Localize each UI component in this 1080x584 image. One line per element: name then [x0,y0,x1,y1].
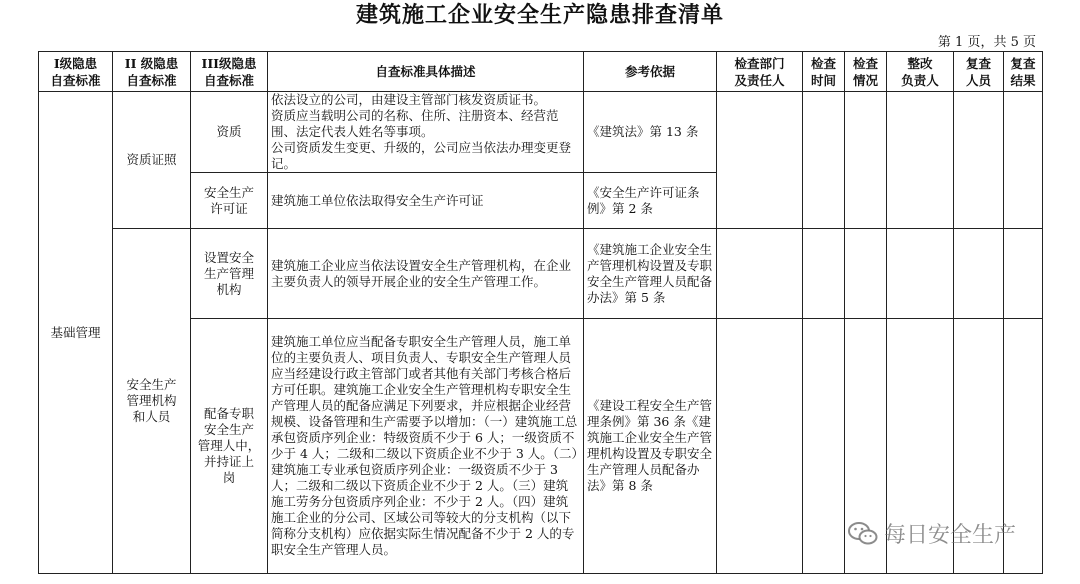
table-row [39,229,1043,319]
page-info: 第 1 页，共 5 页 [937,35,1036,50]
result-cell[interactable] [1004,229,1043,319]
watermark [848,518,1016,549]
time-cell[interactable] [803,319,845,574]
level3-cell: 设置安全 生产管理 机构 [191,229,268,319]
status-cell[interactable] [845,229,887,319]
reviewer-cell[interactable] [954,229,1004,319]
rectifier-cell[interactable] [887,229,954,319]
header-basis: 参考依据 [584,52,717,92]
header-level1: Ⅰ级隐患 自查标准 [39,52,113,92]
document-title: 建筑施工企业安全生产隐患排查清单 [355,2,724,28]
header-status: 检查 情况 [845,52,887,92]
level3-cell: 安全生产 许可证 [191,173,268,229]
basis-cell: 《建筑法》第 13 条 [584,92,717,173]
time-cell[interactable] [803,92,845,229]
description-cell: 建筑施工单位依法取得安全生产许可证 [268,173,584,229]
header-result: 复查 结果 [1004,52,1043,92]
header-level3: III级隐患 自查标准 [191,52,268,92]
header-time: 检查 时间 [803,52,845,92]
basis-cell: 《建设工程安全生产管理条例》第 36 条《建筑施工企业安全生产管理机构设置及专职安全生产管理人员配备办法》第 8 条 [584,319,717,574]
table-row [39,92,1043,173]
dept-cell[interactable] [717,229,803,319]
rectifier-cell[interactable] [887,92,954,229]
result-cell[interactable] [1004,92,1043,229]
header-description: 自查标准具体描述 [268,52,584,92]
watermark-text: 每日安全生产 [884,523,1017,548]
level2-cell: 资质证照 [113,92,191,229]
basis-cell: 《安全生产许可证条例》第 2 条 [584,173,717,229]
header-level2: II 级隐患 自查标准 [113,52,191,92]
level3-cell: 资质 [191,92,268,173]
wechat-icon [848,521,878,547]
time-cell[interactable] [803,229,845,319]
description-cell: 建筑施工单位应当配备专职安全生产管理人员，施工单位的主要负责人、项目负责人、专职安全生产管理人员应当经建设行政主管部门或者其他有关部门考核合格后方可任职。建筑施工企业安全生产管理机构专职安全生 产管理人员的配备应满足下列要求，并应根据企业经营规模、设备管理和生产需要予以增加：（一）建筑施工总承包资质序列企业：特级资质不少于 6 人；一级资质不少于 4 人；二级和二级以下资质企业不少于 3 人。（二）建筑施工专业承包资质序列企业：一级资质不少于 3 人；二级和二级以下资质企业不少于 2 人。（三）建筑施工劳务分包资质序列企业：不少于 2 人。（四）建筑施工企业的分公司、区域公司等较大的分支机构（以下简称分支机构）应依据实际生情况配备不少于 2 人的专职安全生产管理人员。 [268,319,584,574]
header-dept: 检查部门 及责任人 [717,52,803,92]
level2-cell: 安全生产 管理机构 和人员 [113,229,191,574]
status-cell[interactable] [845,92,887,229]
checklist-table [38,51,1043,574]
reviewer-cell[interactable] [954,92,1004,229]
header-row [39,52,1043,92]
level3-cell: 配备专职 安全生产 管理人中， 并持证上 岗 [191,319,268,574]
header-reviewer: 复查 人员 [954,52,1004,92]
dept-cell[interactable] [717,92,803,229]
level1-cell: 基础管理 [39,92,113,574]
dept-cell[interactable] [717,319,803,574]
description-cell: 建筑施工企业应当依法设置安全生产管理机构，在企业主要负责人的领导开展企业的安全生产管理工作。 [268,229,584,319]
basis-cell: 《建筑施工企业安全生产管理机构设置及专职安全生产管理人员配备办法》第 5 条 [584,229,717,319]
header-rectifier: 整改 负责人 [887,52,954,92]
description-cell: 依法设立的公司，由建设主管部门核发资质证书。 资质应当载明公司的名称、住所、注册资本、经营范围、法定代表人姓名等事项。 公司资质发生变更、升级的，公司应当依法办理变更登记。 [268,92,584,173]
